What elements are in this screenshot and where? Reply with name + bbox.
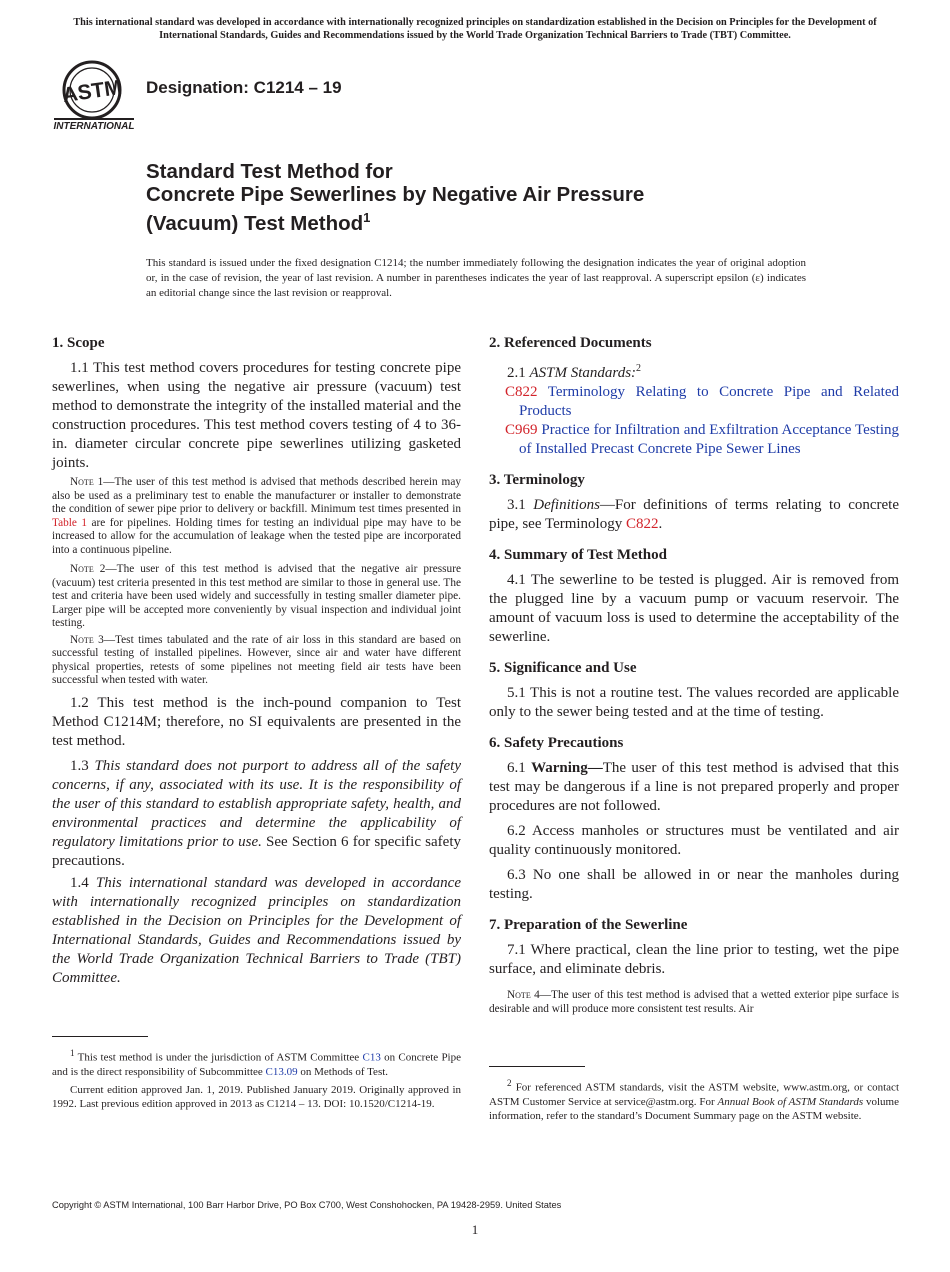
para-1-4 [52,874,461,988]
note-1 [52,476,461,557]
astm-logo [52,56,136,132]
note-4-text: 4—The user of this test method is advised that a wetted exterior pipe surface is desirable and will produce more consistent test results. Air [489,989,899,1015]
note-2 [52,563,461,631]
section-6-heading: 6. Safety Precautions [489,735,624,751]
note-1-label: Note [70,476,94,488]
para-5-1: 5.1 This is not a routine test. The values recorded are applicable only to the sewer being tested and at the time of testing. [489,685,899,720]
page-number: 1 [471,1222,479,1237]
para-2-1-sup: 2 [636,363,642,374]
logo-sub: INTERNATIONAL [53,121,135,132]
footnote-1-marker: 1 [70,1048,75,1058]
designation: Designation: C1214 – 19 [146,78,342,97]
footnote-2-para [489,1076,899,1123]
reference-c822[interactable] [489,383,899,421]
para-1-1: 1.1 This test method covers procedures for testing concrete pipe sewerlines, when using the negative air pressure (vacuum) test method to demonstrate the integrity of the installed material and the construction procedures. This test method covers testing of 4 to 36-in. diameter circular concrete pipe sewerlines utilizing gasketed joints. [52,360,461,471]
note-4-label: Note [507,989,531,1001]
reference-c969-title[interactable]: Practice for Infiltration and Exfiltration Acceptance Testing of Installed Precast Concrete Pipe Sewer Lines [519,422,899,457]
section-7-heading: 7. Preparation of the Sewerline [489,917,688,933]
footnote-rule-left [52,1036,148,1037]
para-7-1: 7.1 Where practical, clean the line prior to testing, wet the pipe surface, and eliminate debris. [489,942,899,977]
logo-text: ASTM [61,75,124,108]
footnote-1-text-a: This test method is under the jurisdiction of ASTM Committee [74,1051,363,1064]
left-column [52,334,461,988]
title-line-3-text: (Vacuum) Test Method [146,211,364,235]
footnote-1-text-c: on Methods of Test. [297,1065,389,1078]
para-3-1-end: . [658,516,663,532]
note-4 [489,989,899,1016]
para-3-1 [489,496,899,534]
footnote-1-para-1 [52,1046,461,1079]
footnote-1-text-b: on Concrete Pipe and is the direct responsibility of Subcommittee [52,1051,461,1078]
note-3 [52,634,461,688]
reference-c969-code[interactable]: C969 [505,422,538,438]
para-3-1-num: 3.1 [507,497,534,513]
para-3-1-italic: Definitions [533,497,600,513]
subcommittee-c13-09-link[interactable]: C13.09 [265,1065,298,1078]
note-1-text-a: 1—The user of this test method is advised that methods described herein may also be used as a preliminary test to enable the manufacturer or installer to demonstrate the condition of sewer pipe prior to delivery or backfill. Minimum test times presented in [52,476,461,515]
committee-c13-link[interactable]: C13 [362,1051,381,1064]
note-2-text: 2—The user of this test method is advised that the negative air pressure (vacuum) test criteria presented in this test method are similar to those in general use. The test and criteria have been used widely and successfully in testing smaller diameter pipe. Larger pipe will be accepted more conveniently by visual inspection and individual joint testing. [52,563,461,629]
para-1-4-num: 1.4 [70,874,96,891]
para-3-1-text: —For definitions of terms relating to concrete pipe, see Terminology [489,497,900,532]
para-2-1-num: 2.1 [507,365,530,381]
para-1-3-num: 1.3 [70,757,95,774]
para-6-1 [489,759,899,816]
title-footnote-marker: 1 [363,210,371,225]
copyright: Copyright © ASTM International, 100 Barr Harbor Drive, PO Box C700, West Conshohocken, PA 19428-2959. United States [52,1200,562,1210]
footnote-2-marker: 2 [507,1078,512,1088]
title-line-3 [146,206,846,235]
standards-notice: This international standard was developed in accordance with internationally recognized principles on standardization established in the Decision on Principles for the Development of International Standards, Guides and Recommendations issued by the World Trade Organization Technical Barriers to Trade (TBT) Committee. [73,17,877,41]
section-1-heading: 1. Scope [52,335,105,351]
para-1-4-italic: This international standard was developed in accordance with internationally recognized principles on standardization established in the Decision on Principles for the Development of International Standards, Guides and Recommendations issued by the World Trade Organization Technical Barriers to Trade (TBT) Committee. [52,874,462,986]
section-4-heading: 4. Summary of Test Method [489,547,667,563]
preface: This standard is issued under the fixed designation C1214; the number immediately following the designation indicates the year of original adoption or, in the case of revision, the year of last revision. A number in parentheses indicates the year of last reapproval. A superscript epsilon (ε) indicates an editorial change since the last revision or reapproval. [146,257,806,299]
para-6-1-num: 6.1 [507,760,532,776]
note-1-text-b: are for pipelines. Holding times for testing an individual pipe may have to be increased to allow for the accumulation of leakage when the tested pipe are incorporated into a continuous pipeline. [52,516,462,556]
title-line-1: Standard Test Method for [146,160,393,183]
para-1-2: 1.2 This test method is the inch-pound companion to Test Method C1214M; therefore, no SI equivalents are presented in the test method. [52,694,461,749]
footnote-1-para-2: Current edition approved Jan. 1, 2019. Published January 2019. Originally approved in 1992. Last previous edition approved in 2013 as C1214 – 13. DOI: 10.1520/C1214-19. [52,1084,461,1111]
section-3-heading: 3. Terminology [489,472,585,488]
table-1-link[interactable]: Table 1 [52,516,88,529]
para-2-1-italic: ASTM Standards: [529,365,637,381]
note-3-label: Note [70,633,94,646]
footnote-2-text-a: For referenced ASTM standards, visit the ASTM website, www.astm.org, or contact ASTM Customer Service at service@astm.org. For [489,1081,899,1108]
reference-c969[interactable] [489,421,899,459]
para-4-1: 4.1 The sewerline to be tested is plugged. Air is removed from the plugged line by a vacuum pump or vacuum reservoir. The amount of vacuum loss is used to determine the acceptability of the sewerline. [489,572,899,645]
footnote-2-text-b: volume information, refer to the standard’s Document Summary page on the ASTM website. [489,1095,899,1123]
footnote-rule-right [489,1066,585,1067]
reference-c822-code[interactable]: C822 [505,384,538,400]
para-6-1-text: The user of this test method is advised that this test may be dangerous if a line is not prepared properly and proper procedures are not followed. [489,760,899,814]
para-2-1 [489,359,899,383]
warning-label: Warning— [531,760,603,776]
para-1-3-tail: See Section 6 for specific safety precautions. [52,833,461,869]
footnote-1 [52,1046,461,1111]
para-6-2: 6.2 Access manholes or structures must be ventilated and air quality continuously monitored. [489,823,899,858]
footnote-2-italic: Annual Book of ASTM Standards [717,1095,864,1108]
section-2-heading: 2. Referenced Documents [489,335,652,351]
title-line-2: Concrete Pipe Sewerlines by Negative Air Pressure [146,183,645,206]
section-5-heading: 5. Significance and Use [489,660,637,676]
note-3-text: 3—Test times tabulated and the rate of air loss in this standard are based on successful testing of installed pipelines. However, since air and water have different physical properties, retests of some pipelines not meeting field air tests have been successful when tested with water. [52,633,461,686]
para-6-3: 6.3 No one shall be allowed in or near the manholes during testing. [489,867,899,902]
para-1-3-italic: This standard does not purport to address all of the safety concerns, if any, associated with its use. It is the responsibility of the user of this standard to establish appropriate safety, health, and environmental practices and determine the applicability of regulatory limitations prior to use. [52,757,462,850]
para-1-3 [52,757,461,871]
document-title [146,160,846,235]
reference-c822-title[interactable]: Terminology Relating to Concrete Pipe and Related Products [519,384,899,419]
note-2-label: Note [70,563,94,575]
right-column [489,334,899,1016]
terminology-c822-link[interactable]: C822 [625,516,659,532]
footnote-2 [489,1076,899,1123]
